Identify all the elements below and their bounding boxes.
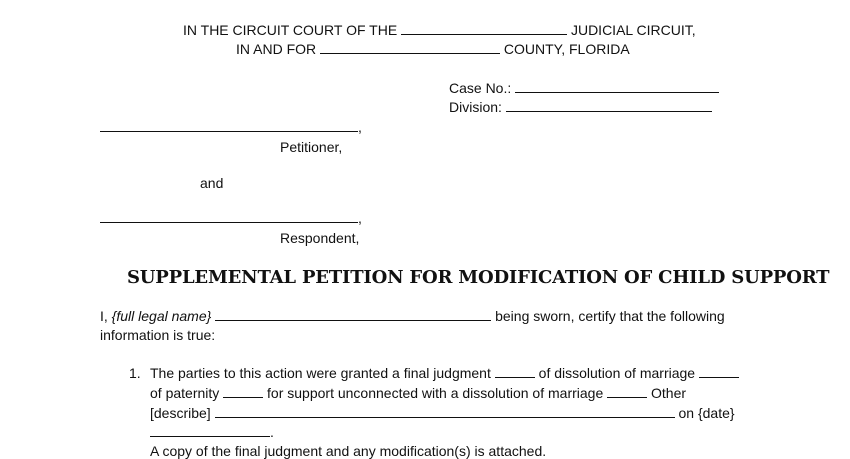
case-number-label: Case No.: [449,80,512,96]
division-blank[interactable] [506,110,712,112]
court-header-suffix: JUDICIAL CIRCUIT, [570,22,696,38]
final-judgment-blank[interactable] [495,376,535,378]
item-1-line-2 [150,386,686,400]
item-1-line-1 [150,366,739,380]
paternity-label: of paternity [150,385,220,401]
court-header-line-2 [236,42,630,56]
document-title: SUPPLEMENTAL PETITION FOR MODIFICATION OF CHILD SUPPORT [127,267,830,288]
respondent-name-blank[interactable] [100,221,358,223]
dissolution-blank[interactable] [699,376,739,378]
describe-blank[interactable] [215,416,675,418]
sworn-suffix: being sworn, certify that the following [495,308,725,324]
sworn-prefix: I, [100,308,108,324]
date-blank[interactable] [150,435,270,437]
petitioner-name-row [100,120,362,134]
case-number-row [449,81,719,95]
county-suffix: COUNTY, FLORIDA [503,41,630,57]
judicial-circuit-blank[interactable] [401,33,567,35]
item-1-line-3 [150,406,735,420]
describe-label: [describe] [150,405,211,421]
division-row [449,100,712,114]
support-unconnected-label: for support unconnected with a dissolution of marriage [267,385,604,401]
court-header-prefix: IN THE CIRCUIT COURT OF THE [183,22,398,38]
sworn-statement-line-1 [100,309,725,323]
paternity-blank[interactable] [223,396,263,398]
full-legal-name-hint: {full legal name} [111,308,212,324]
respondent-name-row [100,211,362,225]
item-1-line-4 [150,425,274,439]
case-number-blank[interactable] [515,91,719,93]
division-label: Division: [449,99,502,115]
county-blank[interactable] [320,52,500,54]
petitioner-label: Petitioner, [280,139,343,155]
item-1-text-a: The parties to this action were granted a final judgment [150,365,491,381]
county-prefix: IN AND FOR [236,41,317,57]
date-period: . [270,424,274,440]
date-label: on {date} [678,405,735,421]
other-label: Other [651,385,687,401]
dissolution-label: of dissolution of marriage [538,365,696,381]
respondent-comma: , [358,210,362,226]
item-1-line-5: A copy of the final judgment and any modification(s) is attached. [150,443,547,459]
respondent-label: Respondent, [280,230,360,246]
full-legal-name-blank[interactable] [215,319,491,321]
and-label: and [200,175,224,191]
item-1-number: 1. [129,365,141,381]
petitioner-name-blank[interactable] [100,130,358,132]
sworn-statement-line-2: information is true: [100,327,216,343]
support-unconnected-blank[interactable] [607,396,647,398]
petitioner-comma: , [358,119,362,135]
court-header-line-1 [183,23,696,37]
